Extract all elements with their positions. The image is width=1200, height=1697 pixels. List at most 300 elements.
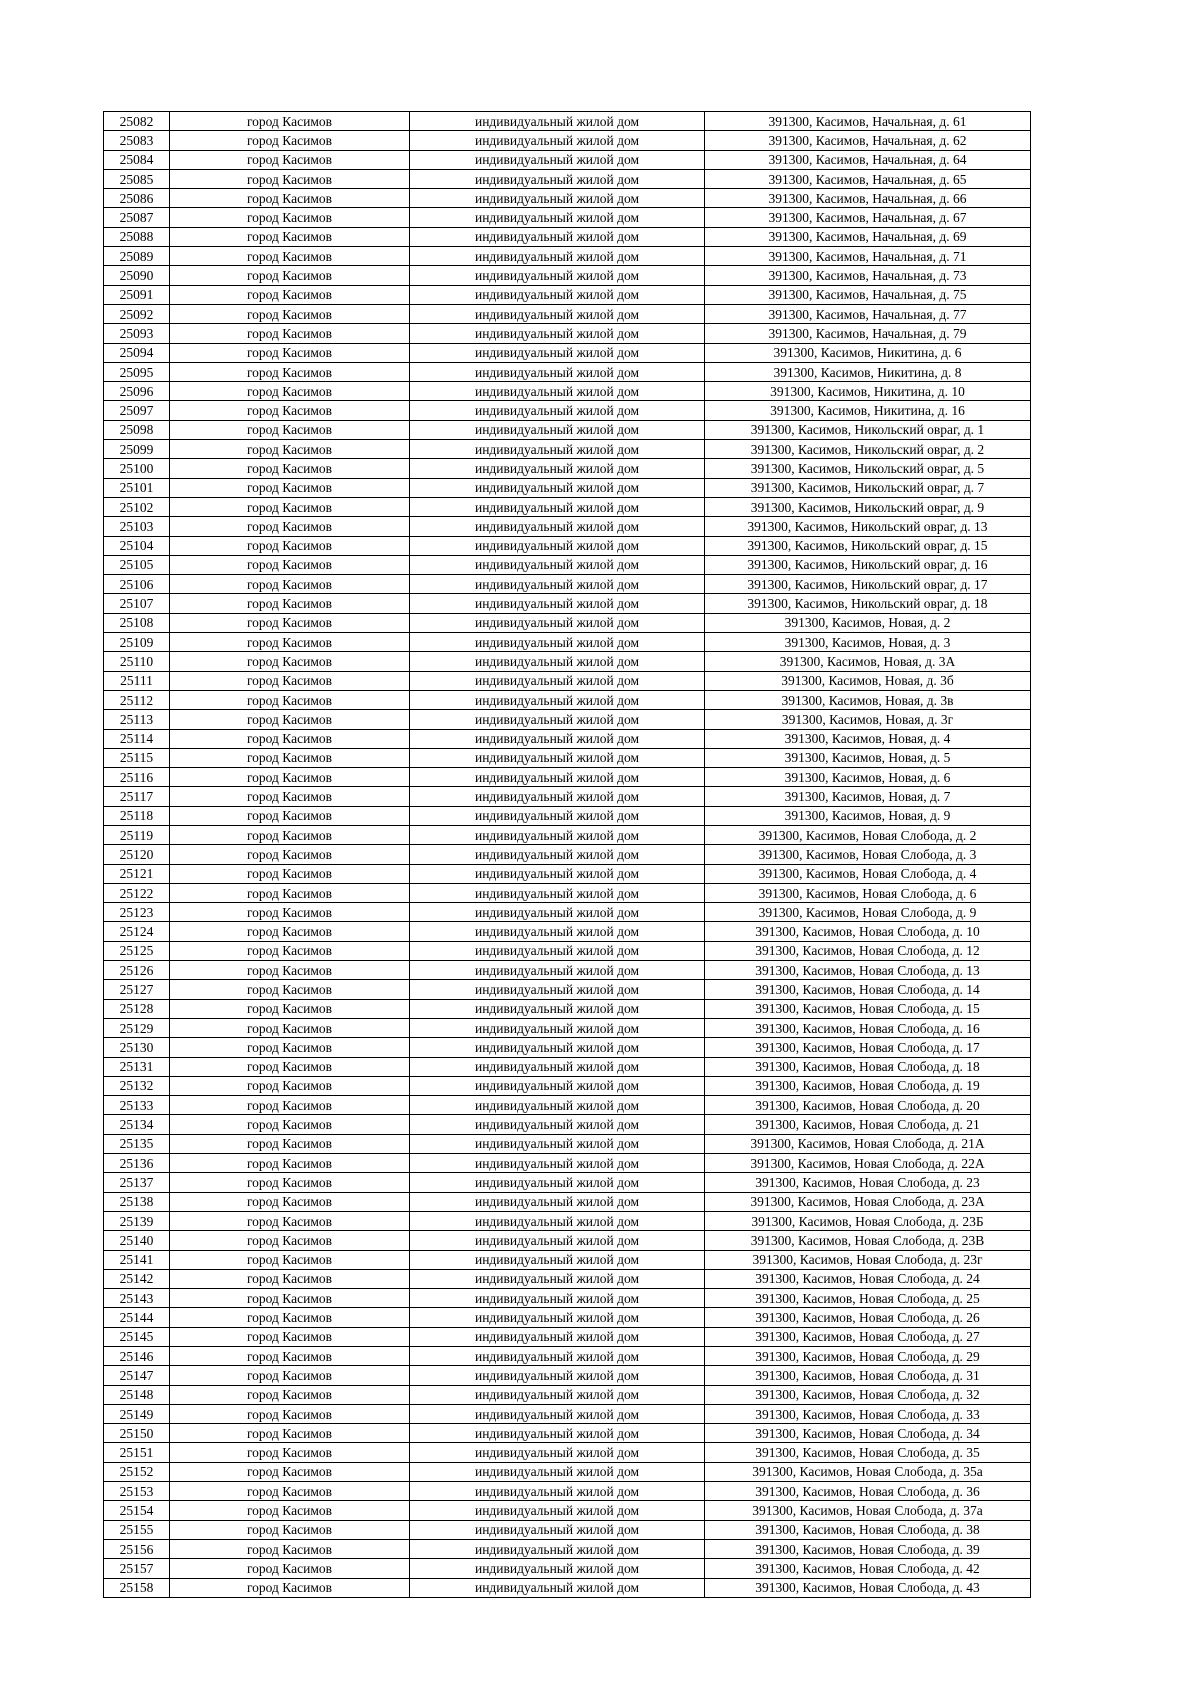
building-type-cell: индивидуальный жилой дом [410,1501,705,1520]
locality-cell: город Касимов [170,1424,410,1443]
row-number-cell: 25110 [104,652,170,671]
locality-cell: город Касимов [170,864,410,883]
address-cell: 391300, Касимов, Начальная, д. 73 [705,266,1031,285]
building-type-cell: индивидуальный жилой дом [410,266,705,285]
table-row [104,1404,1031,1423]
building-type-cell: индивидуальный жилой дом [410,825,705,844]
table-row [104,536,1031,555]
locality-cell: город Касимов [170,575,410,594]
row-number-cell: 25083 [104,131,170,150]
locality-cell: город Касимов [170,285,410,304]
address-cell: 391300, Касимов, Новая Слобода, д. 19 [705,1076,1031,1095]
row-number-cell: 25153 [104,1482,170,1501]
row-number-cell: 25105 [104,555,170,574]
row-number-cell: 25119 [104,825,170,844]
building-type-cell: индивидуальный жилой дом [410,555,705,574]
table-row [104,941,1031,960]
row-number-cell: 25136 [104,1154,170,1173]
locality-cell: город Касимов [170,729,410,748]
table-row [104,748,1031,767]
locality-cell: город Касимов [170,227,410,246]
locality-cell: город Касимов [170,980,410,999]
address-cell: 391300, Касимов, Начальная, д. 64 [705,150,1031,169]
address-cell: 391300, Касимов, Новая Слобода, д. 2 [705,825,1031,844]
building-type-cell: индивидуальный жилой дом [410,1269,705,1288]
locality-cell: город Касимов [170,131,410,150]
address-cell: 391300, Касимов, Начальная, д. 61 [705,112,1031,131]
building-type-cell: индивидуальный жилой дом [410,1289,705,1308]
locality-cell: город Касимов [170,1308,410,1327]
locality-cell: город Касимов [170,941,410,960]
locality-cell: город Касимов [170,343,410,362]
building-type-cell: индивидуальный жилой дом [410,304,705,323]
table-row [104,787,1031,806]
row-number-cell: 25094 [104,343,170,362]
address-cell: 391300, Касимов, Никитина, д. 10 [705,382,1031,401]
table-row [104,1231,1031,1250]
building-type-cell: индивидуальный жилой дом [410,710,705,729]
row-number-cell: 25151 [104,1443,170,1462]
address-cell: 391300, Касимов, Начальная, д. 67 [705,208,1031,227]
address-cell: 391300, Касимов, Новая Слобода, д. 12 [705,941,1031,960]
row-number-cell: 25142 [104,1269,170,1288]
row-number-cell: 25108 [104,613,170,632]
locality-cell: город Касимов [170,1501,410,1520]
address-cell: 391300, Касимов, Новая, д. 5 [705,748,1031,767]
table-row [104,131,1031,150]
table-row [104,401,1031,420]
table-row [104,825,1031,844]
row-number-cell: 25145 [104,1327,170,1346]
locality-cell: город Касимов [170,478,410,497]
row-number-cell: 25152 [104,1462,170,1481]
address-cell: 391300, Касимов, Новая, д. 9 [705,806,1031,825]
locality-cell: город Касимов [170,1462,410,1481]
table-row [104,1539,1031,1558]
table-row [104,594,1031,613]
address-cell: 391300, Касимов, Новая, д. 6 [705,768,1031,787]
table-row [104,845,1031,864]
row-number-cell: 25135 [104,1134,170,1153]
row-number-cell: 25099 [104,440,170,459]
building-type-cell: индивидуальный жилой дом [410,169,705,188]
row-number-cell: 25157 [104,1559,170,1578]
address-cell: 391300, Касимов, Начальная, д. 79 [705,324,1031,343]
address-cell: 391300, Касимов, Никольский овраг, д. 16 [705,555,1031,574]
table-row [104,112,1031,131]
address-cell: 391300, Касимов, Новая, д. 3г [705,710,1031,729]
row-number-cell: 25089 [104,247,170,266]
locality-cell: город Касимов [170,690,410,709]
table-row [104,613,1031,632]
locality-cell: город Касимов [170,1404,410,1423]
row-number-cell: 25084 [104,150,170,169]
row-number-cell: 25107 [104,594,170,613]
row-number-cell: 25106 [104,575,170,594]
row-number-cell: 25117 [104,787,170,806]
building-type-cell: индивидуальный жилой дом [410,613,705,632]
address-cell: 391300, Касимов, Новая Слобода, д. 27 [705,1327,1031,1346]
locality-cell: город Касимов [170,555,410,574]
table-row [104,999,1031,1018]
table-row [104,1308,1031,1327]
row-number-cell: 25149 [104,1404,170,1423]
building-type-cell: индивидуальный жилой дом [410,1347,705,1366]
row-number-cell: 25082 [104,112,170,131]
table-row [104,1154,1031,1173]
row-number-cell: 25158 [104,1578,170,1597]
locality-cell: город Касимов [170,420,410,439]
address-cell: 391300, Касимов, Начальная, д. 71 [705,247,1031,266]
building-type-cell: индивидуальный жилой дом [410,382,705,401]
address-cell: 391300, Касимов, Начальная, д. 62 [705,131,1031,150]
locality-cell: город Касимов [170,536,410,555]
row-number-cell: 25102 [104,497,170,516]
table-row [104,440,1031,459]
building-type-cell: индивидуальный жилой дом [410,1134,705,1153]
table-row [104,1076,1031,1095]
building-type-cell: индивидуальный жилой дом [410,1154,705,1173]
address-cell: 391300, Касимов, Новая Слобода, д. 23В [705,1231,1031,1250]
building-type-cell: индивидуальный жилой дом [410,440,705,459]
locality-cell: город Касимов [170,999,410,1018]
building-type-cell: индивидуальный жилой дом [410,420,705,439]
table-row [104,420,1031,439]
locality-cell: город Касимов [170,401,410,420]
locality-cell: город Касимов [170,112,410,131]
locality-cell: город Касимов [170,806,410,825]
table-row [104,1096,1031,1115]
address-cell: 391300, Касимов, Новая Слобода, д. 20 [705,1096,1031,1115]
building-type-cell: индивидуальный жилой дом [410,903,705,922]
row-number-cell: 25124 [104,922,170,941]
locality-cell: город Касимов [170,1578,410,1597]
address-cell: 391300, Касимов, Новая Слобода, д. 17 [705,1038,1031,1057]
housing-registry-table [103,111,1031,1598]
building-type-cell: индивидуальный жилой дом [410,1192,705,1211]
building-type-cell: индивидуальный жилой дом [410,1018,705,1037]
building-type-cell: индивидуальный жилой дом [410,1520,705,1539]
table-row [104,768,1031,787]
address-cell: 391300, Касимов, Новая Слобода, д. 21 [705,1115,1031,1134]
address-cell: 391300, Касимов, Никитина, д. 8 [705,362,1031,381]
table-row [104,555,1031,574]
address-cell: 391300, Касимов, Начальная, д. 75 [705,285,1031,304]
building-type-cell: индивидуальный жилой дом [410,131,705,150]
address-cell: 391300, Касимов, Новая Слобода, д. 25 [705,1289,1031,1308]
address-cell: 391300, Касимов, Никольский овраг, д. 7 [705,478,1031,497]
address-cell: 391300, Касимов, Новая Слобода, д. 23г [705,1250,1031,1269]
table-row [104,575,1031,594]
locality-cell: город Касимов [170,1443,410,1462]
building-type-cell: индивидуальный жилой дом [410,787,705,806]
table-row [104,671,1031,690]
address-cell: 391300, Касимов, Новая Слобода, д. 35 [705,1443,1031,1462]
building-type-cell: индивидуальный жилой дом [410,941,705,960]
locality-cell: город Касимов [170,324,410,343]
row-number-cell: 25093 [104,324,170,343]
building-type-cell: индивидуальный жилой дом [410,883,705,902]
address-cell: 391300, Касимов, Начальная, д. 65 [705,169,1031,188]
locality-cell: город Касимов [170,787,410,806]
table-row [104,729,1031,748]
address-cell: 391300, Касимов, Новая Слобода, д. 24 [705,1269,1031,1288]
locality-cell: город Касимов [170,1211,410,1230]
row-number-cell: 25155 [104,1520,170,1539]
row-number-cell: 25127 [104,980,170,999]
address-cell: 391300, Касимов, Новая Слобода, д. 3 [705,845,1031,864]
locality-cell: город Касимов [170,594,410,613]
building-type-cell: индивидуальный жилой дом [410,189,705,208]
table-row [104,1250,1031,1269]
locality-cell: город Касимов [170,961,410,980]
address-cell: 391300, Касимов, Начальная, д. 69 [705,227,1031,246]
locality-cell: город Касимов [170,1115,410,1134]
row-number-cell: 25125 [104,941,170,960]
locality-cell: город Касимов [170,903,410,922]
row-number-cell: 25133 [104,1096,170,1115]
row-number-cell: 25123 [104,903,170,922]
row-number-cell: 25103 [104,517,170,536]
locality-cell: город Касимов [170,1327,410,1346]
table-row [104,227,1031,246]
table-row [104,980,1031,999]
table-row [104,1173,1031,1192]
locality-cell: город Касимов [170,1366,410,1385]
address-cell: 391300, Касимов, Новая Слобода, д. 9 [705,903,1031,922]
row-number-cell: 25156 [104,1539,170,1558]
building-type-cell: индивидуальный жилой дом [410,1096,705,1115]
row-number-cell: 25143 [104,1289,170,1308]
building-type-cell: индивидуальный жилой дом [410,150,705,169]
locality-cell: город Касимов [170,517,410,536]
locality-cell: город Касимов [170,304,410,323]
table-row [104,169,1031,188]
address-cell: 391300, Касимов, Никольский овраг, д. 18 [705,594,1031,613]
registry-table-body [104,112,1031,1598]
address-cell: 391300, Касимов, Новая Слобода, д. 33 [705,1404,1031,1423]
row-number-cell: 25100 [104,459,170,478]
locality-cell: город Касимов [170,1231,410,1250]
locality-cell: город Касимов [170,768,410,787]
locality-cell: город Касимов [170,1559,410,1578]
address-cell: 391300, Касимов, Начальная, д. 77 [705,304,1031,323]
building-type-cell: индивидуальный жилой дом [410,459,705,478]
table-row [104,806,1031,825]
address-cell: 391300, Касимов, Никитина, д. 16 [705,401,1031,420]
row-number-cell: 25113 [104,710,170,729]
locality-cell: город Касимов [170,671,410,690]
table-row [104,922,1031,941]
table-row [104,1443,1031,1462]
row-number-cell: 25120 [104,845,170,864]
locality-cell: город Касимов [170,1347,410,1366]
building-type-cell: индивидуальный жилой дом [410,1231,705,1250]
table-row [104,1115,1031,1134]
locality-cell: город Касимов [170,748,410,767]
row-number-cell: 25090 [104,266,170,285]
address-cell: 391300, Касимов, Новая Слобода, д. 42 [705,1559,1031,1578]
address-cell: 391300, Касимов, Никольский овраг, д. 13 [705,517,1031,536]
row-number-cell: 25132 [104,1076,170,1095]
address-cell: 391300, Касимов, Новая Слобода, д. 4 [705,864,1031,883]
building-type-cell: индивидуальный жилой дом [410,247,705,266]
building-type-cell: индивидуальный жилой дом [410,324,705,343]
locality-cell: город Касимов [170,1057,410,1076]
table-row [104,1057,1031,1076]
locality-cell: город Касимов [170,922,410,941]
building-type-cell: индивидуальный жилой дом [410,575,705,594]
building-type-cell: индивидуальный жилой дом [410,1173,705,1192]
table-row [104,324,1031,343]
address-cell: 391300, Касимов, Новая Слобода, д. 15 [705,999,1031,1018]
building-type-cell: индивидуальный жилой дом [410,1308,705,1327]
building-type-cell: индивидуальный жилой дом [410,999,705,1018]
table-row [104,1211,1031,1230]
building-type-cell: индивидуальный жилой дом [410,227,705,246]
address-cell: 391300, Касимов, Новая Слобода, д. 39 [705,1539,1031,1558]
table-row [104,459,1031,478]
address-cell: 391300, Касимов, Новая Слобода, д. 13 [705,961,1031,980]
table-row [104,150,1031,169]
locality-cell: город Касимов [170,1192,410,1211]
address-cell: 391300, Касимов, Начальная, д. 66 [705,189,1031,208]
address-cell: 391300, Касимов, Новая Слобода, д. 21А [705,1134,1031,1153]
address-cell: 391300, Касимов, Новая Слобода, д. 23 [705,1173,1031,1192]
locality-cell: город Касимов [170,633,410,652]
address-cell: 391300, Касимов, Новая, д. 3б [705,671,1031,690]
table-row [104,343,1031,362]
building-type-cell: индивидуальный жилой дом [410,1482,705,1501]
row-number-cell: 25139 [104,1211,170,1230]
building-type-cell: индивидуальный жилой дом [410,1424,705,1443]
row-number-cell: 25111 [104,671,170,690]
locality-cell: город Касимов [170,710,410,729]
building-type-cell: индивидуальный жилой дом [410,961,705,980]
row-number-cell: 25147 [104,1366,170,1385]
address-cell: 391300, Касимов, Никольский овраг, д. 15 [705,536,1031,555]
locality-cell: город Касимов [170,1385,410,1404]
address-cell: 391300, Касимов, Новая Слобода, д. 23А [705,1192,1031,1211]
table-row [104,1192,1031,1211]
row-number-cell: 25140 [104,1231,170,1250]
row-number-cell: 25126 [104,961,170,980]
table-row [104,690,1031,709]
locality-cell: город Касимов [170,1173,410,1192]
building-type-cell: индивидуальный жилой дом [410,729,705,748]
locality-cell: город Касимов [170,613,410,632]
row-number-cell: 25097 [104,401,170,420]
address-cell: 391300, Касимов, Новая Слобода, д. 26 [705,1308,1031,1327]
locality-cell: город Касимов [170,150,410,169]
address-cell: 391300, Касимов, Новая Слобода, д. 23Б [705,1211,1031,1230]
row-number-cell: 25115 [104,748,170,767]
table-row [104,1578,1031,1597]
locality-cell: город Касимов [170,382,410,401]
building-type-cell: индивидуальный жилой дом [410,922,705,941]
address-cell: 391300, Касимов, Новая, д. 3 [705,633,1031,652]
address-cell: 391300, Касимов, Новая Слобода, д. 36 [705,1482,1031,1501]
building-type-cell: индивидуальный жилой дом [410,285,705,304]
table-row [104,1038,1031,1057]
row-number-cell: 25112 [104,690,170,709]
address-cell: 391300, Касимов, Новая Слобода, д. 31 [705,1366,1031,1385]
building-type-cell: индивидуальный жилой дом [410,690,705,709]
locality-cell: город Касимов [170,189,410,208]
row-number-cell: 25128 [104,999,170,1018]
locality-cell: город Касимов [170,1289,410,1308]
table-row [104,382,1031,401]
building-type-cell: индивидуальный жилой дом [410,633,705,652]
row-number-cell: 25104 [104,536,170,555]
table-row [104,864,1031,883]
table-row [104,633,1031,652]
building-type-cell: индивидуальный жилой дом [410,1038,705,1057]
table-row [104,1462,1031,1481]
locality-cell: город Касимов [170,497,410,516]
address-cell: 391300, Касимов, Новая Слобода, д. 34 [705,1424,1031,1443]
locality-cell: город Касимов [170,1539,410,1558]
building-type-cell: индивидуальный жилой дом [410,401,705,420]
locality-cell: город Касимов [170,266,410,285]
locality-cell: город Касимов [170,440,410,459]
locality-cell: город Касимов [170,825,410,844]
building-type-cell: индивидуальный жилой дом [410,594,705,613]
building-type-cell: индивидуальный жилой дом [410,845,705,864]
row-number-cell: 25129 [104,1018,170,1037]
row-number-cell: 25085 [104,169,170,188]
address-cell: 391300, Касимов, Новая Слобода, д. 10 [705,922,1031,941]
building-type-cell: индивидуальный жилой дом [410,1443,705,1462]
table-row [104,1347,1031,1366]
row-number-cell: 25131 [104,1057,170,1076]
row-number-cell: 25109 [104,633,170,652]
address-cell: 391300, Касимов, Новая Слобода, д. 16 [705,1018,1031,1037]
row-number-cell: 25092 [104,304,170,323]
row-number-cell: 25138 [104,1192,170,1211]
table-row [104,1385,1031,1404]
locality-cell: город Касимов [170,1269,410,1288]
building-type-cell: индивидуальный жилой дом [410,497,705,516]
address-cell: 391300, Касимов, Никольский овраг, д. 1 [705,420,1031,439]
row-number-cell: 25098 [104,420,170,439]
building-type-cell: индивидуальный жилой дом [410,343,705,362]
locality-cell: город Касимов [170,1096,410,1115]
building-type-cell: индивидуальный жилой дом [410,1250,705,1269]
row-number-cell: 25121 [104,864,170,883]
row-number-cell: 25144 [104,1308,170,1327]
row-number-cell: 25114 [104,729,170,748]
row-number-cell: 25154 [104,1501,170,1520]
building-type-cell: индивидуальный жилой дом [410,748,705,767]
building-type-cell: индивидуальный жилой дом [410,478,705,497]
locality-cell: город Касимов [170,1520,410,1539]
address-cell: 391300, Касимов, Новая Слобода, д. 22А [705,1154,1031,1173]
row-number-cell: 25134 [104,1115,170,1134]
table-row [104,304,1031,323]
building-type-cell: индивидуальный жилой дом [410,1366,705,1385]
row-number-cell: 25095 [104,362,170,381]
table-row [104,1520,1031,1539]
building-type-cell: индивидуальный жилой дом [410,362,705,381]
locality-cell: город Касимов [170,459,410,478]
table-row [104,1366,1031,1385]
address-cell: 391300, Касимов, Новая, д. 7 [705,787,1031,806]
address-cell: 391300, Касимов, Новая, д. 2 [705,613,1031,632]
address-cell: 391300, Касимов, Новая, д. 3в [705,690,1031,709]
row-number-cell: 25091 [104,285,170,304]
address-cell: 391300, Касимов, Новая Слобода, д. 43 [705,1578,1031,1597]
